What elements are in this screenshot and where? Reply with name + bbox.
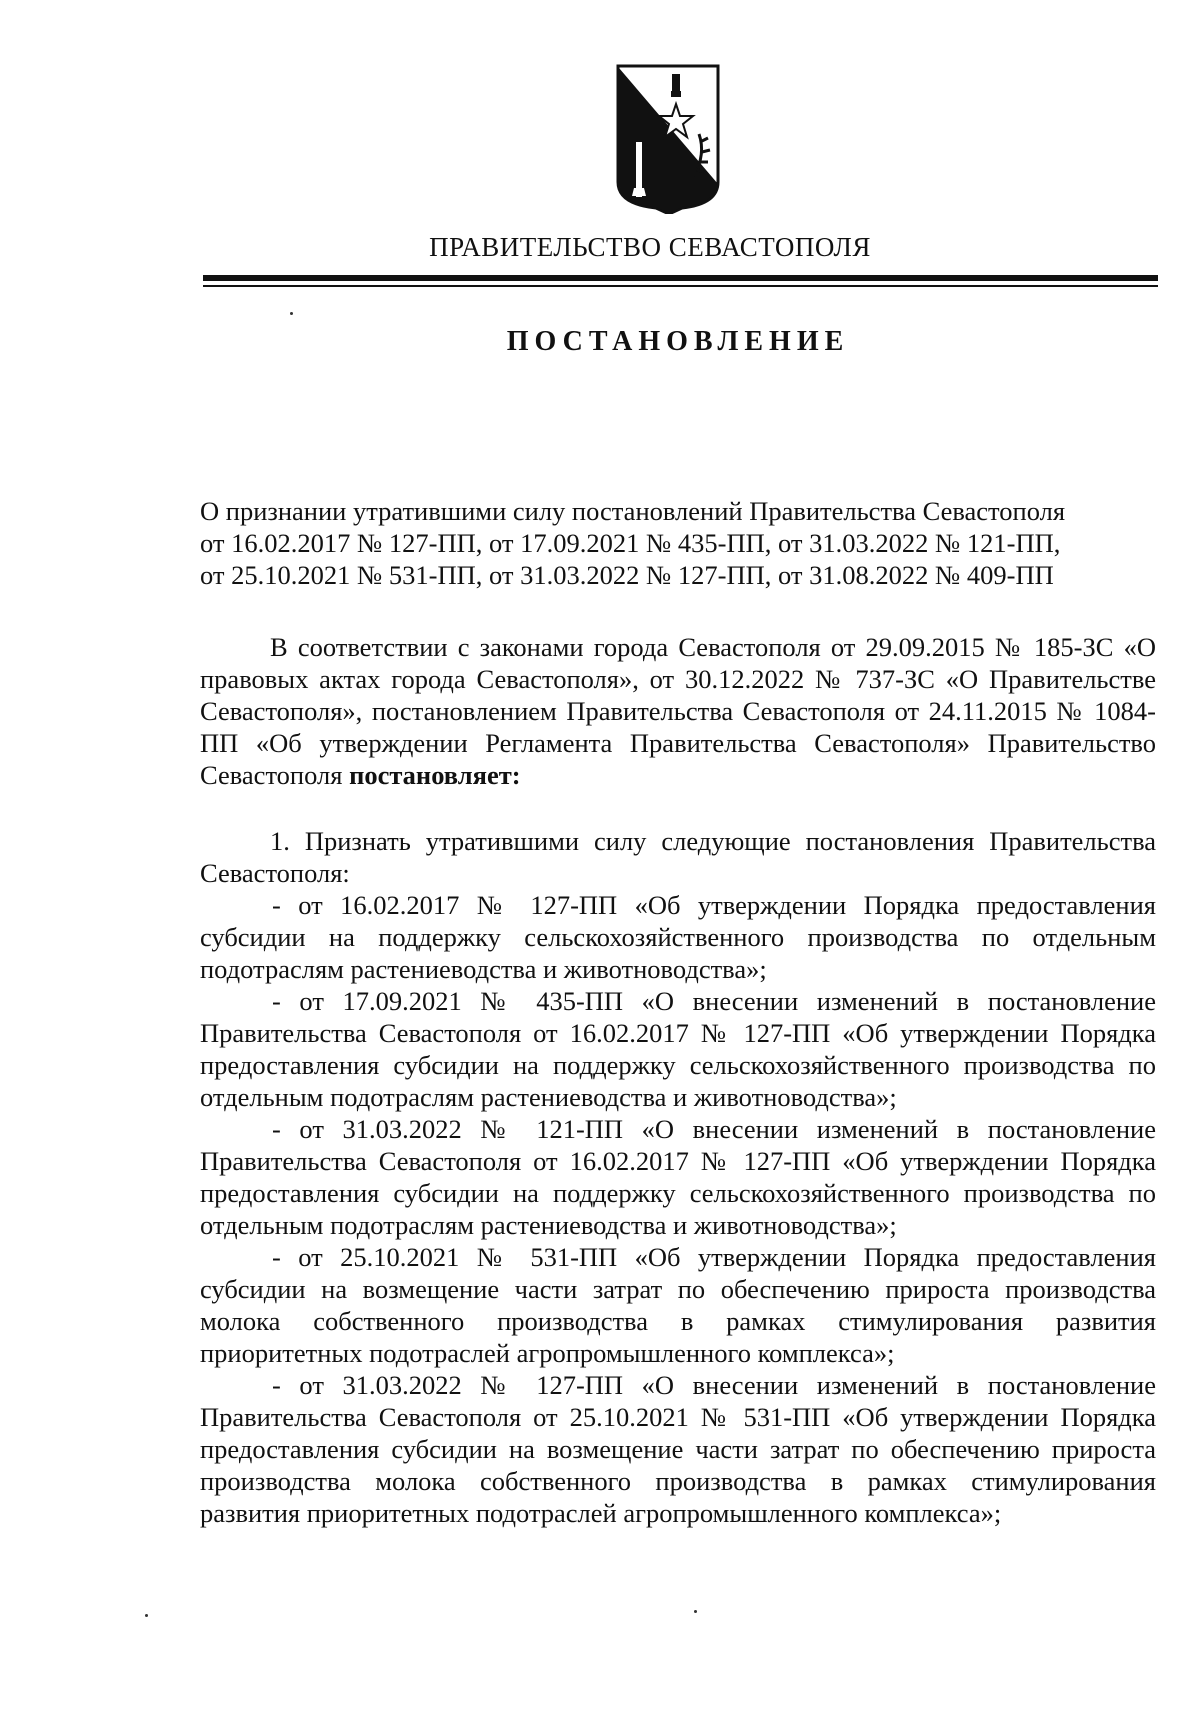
list-item: - от 25.10.2021 № 531-ПП «Об утверждении Порядка предоставления субсидии на возмещение части затрат по обеспечению прироста производства молока собственного производства в рамках стимулирования развития приоритетных подотраслей агропромышленного комплекса»; — [200, 1242, 1156, 1368]
list-item: - от 16.02.2017 № 127-ПП «Об утверждении Порядка предоставления субсидии на поддержку сельскохозяйственного производства по отдельным подотраслям растениеводства и животноводства»; — [200, 890, 1156, 984]
subject-block — [200, 495, 1156, 591]
list-item: - от 31.03.2022 № 127-ПП «О внесении изменений в постановление Правительства Севастополя от 25.10.2021 № 531-ПП «Об утверждении Порядка предоставления субсидии на возмещение части затрат по обеспечению прироста производства молока собственного производства в рамках стимулирования развития приоритетных подотраслей агропромышленного комплекса»; — [200, 1370, 1156, 1528]
scan-speck — [145, 1614, 148, 1617]
subject-line: О признании утратившими силу постановлений Правительства Севастополя — [200, 496, 1066, 526]
preamble-text: В соответствии с законами города Севастополя от 29.09.2015 № 185-ЗС «О правовых актах города Севастополя», от 30.12.2022 № 737-ЗС «О Правительстве Севастополя», постановлением Правительства Севастополя от 24.11.2015 № 1084-ПП «Об утверждении Регламента Правительства Севастополя» Правительство Севастополя — [200, 632, 1156, 790]
scan-speck — [290, 312, 293, 315]
header-rule-thin — [203, 285, 1158, 287]
decree-word: постановляет: — [349, 760, 521, 790]
header-rule-thick — [203, 275, 1158, 281]
list-item: - от 31.03.2022 № 121-ПП «О внесении изменений в постановление Правительства Севастополя от 16.02.2017 № 127-ПП «Об утверждении Порядка предоставления субсидии на поддержку сельскохозяйственного производства по отдельным подотраслям растениеводства и животноводства»; — [200, 1114, 1156, 1240]
repealed-list — [200, 889, 1156, 1529]
coat-of-arms-icon — [614, 64, 724, 214]
government-name: ПРАВИТЕЛЬСТВО СЕВАСТОПОЛЯ — [429, 232, 871, 262]
list-item: - от 17.09.2021 № 435-ПП «О внесении изменений в постановление Правительства Севастополя от 16.02.2017 № 127-ПП «Об утверждении Порядка предоставления субсидии на поддержку сельскохозяйственного производства по отдельным подотраслям растениеводства и животноводства»; — [200, 986, 1156, 1112]
scan-speck — [694, 1610, 697, 1613]
subject-line: от 16.02.2017 № 127-ПП, от 17.09.2021 № 435-ПП, от 31.03.2022 № 121-ПП, — [200, 528, 1061, 558]
document-type: ПОСТАНОВЛЕНИЕ — [506, 326, 850, 357]
item-1-paragraph: 1. Признать утратившими силу следующие постановления Правительства Севастополя: — [200, 826, 1156, 888]
subject-line: от 25.10.2021 № 531-ПП, от 31.03.2022 № 127-ПП, от 31.08.2022 № 409-ПП — [200, 560, 1054, 590]
preamble-paragraph — [200, 631, 1156, 791]
